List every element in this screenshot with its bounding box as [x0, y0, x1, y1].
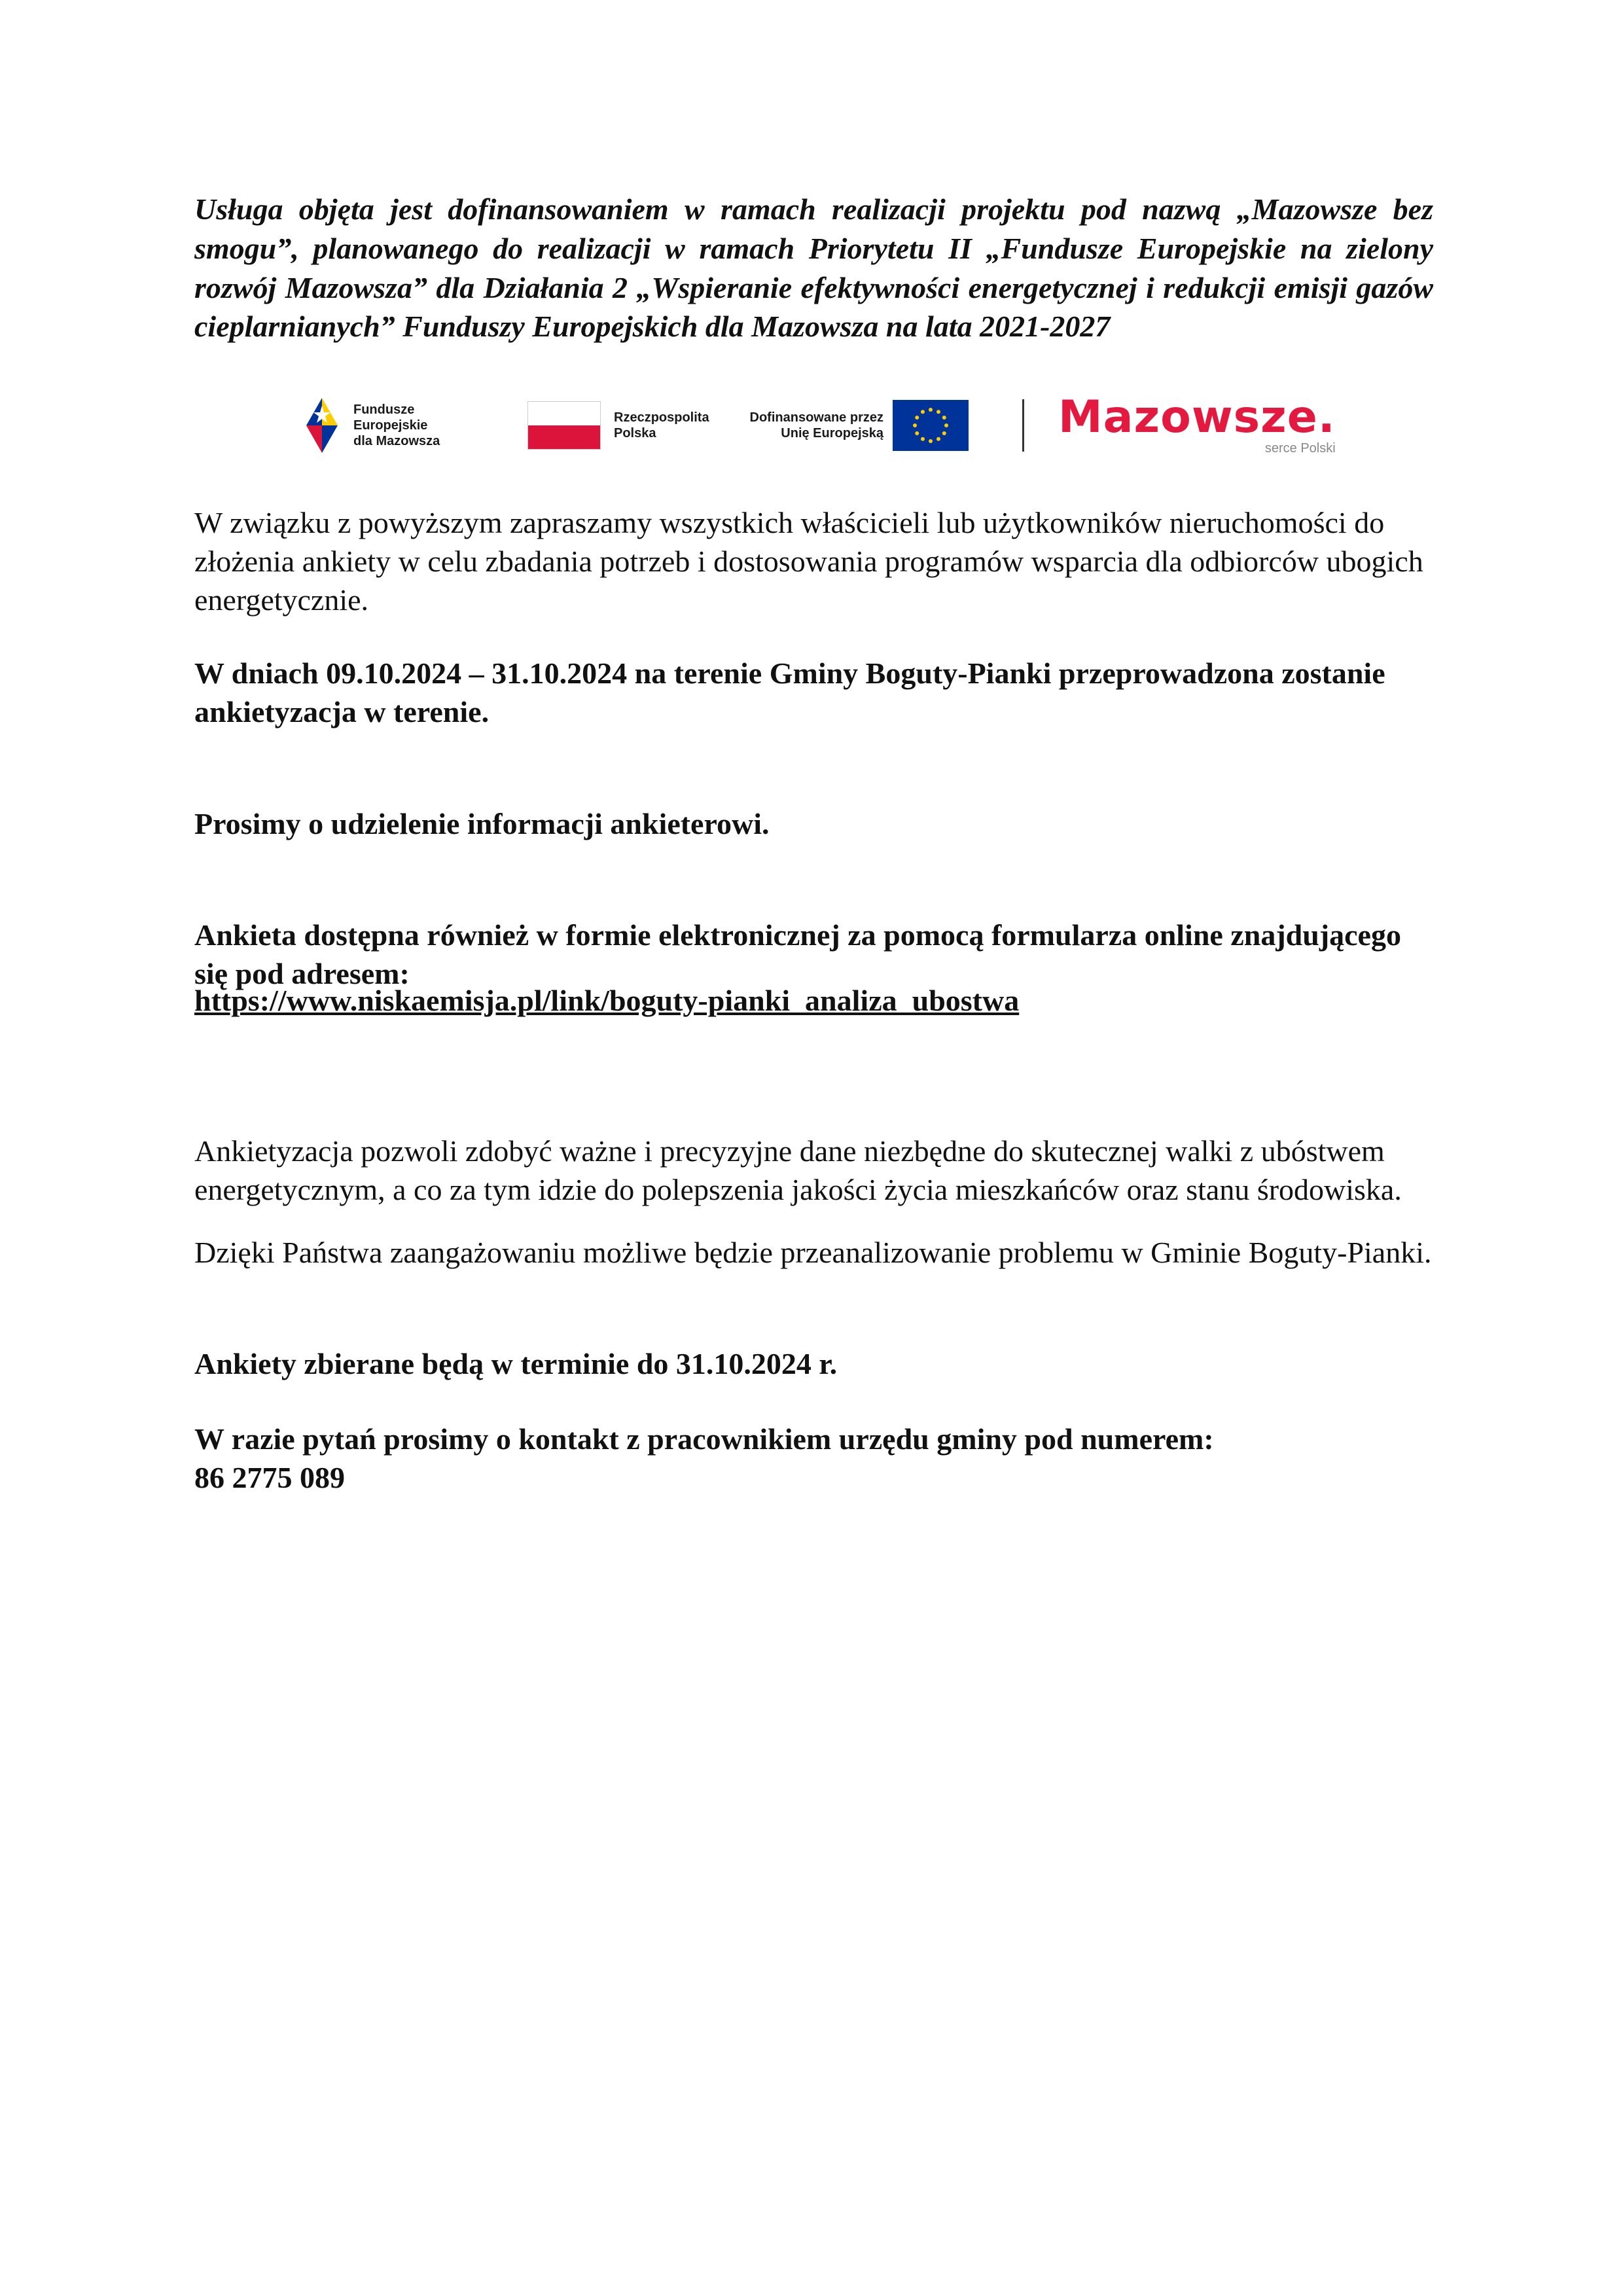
eu-star	[942, 416, 946, 420]
eu-star	[915, 416, 919, 420]
eu-star	[915, 431, 919, 435]
eu-flag-icon	[893, 400, 969, 451]
fe-emblem-icon	[302, 393, 339, 458]
eu-cofunding-logo	[740, 398, 969, 453]
eu-star	[929, 408, 933, 412]
eu-star	[942, 431, 946, 435]
eu-star	[936, 437, 940, 441]
fe-line-2: dla Mazowsza	[353, 434, 440, 448]
mazowsze-tagline: serce Polski	[1264, 441, 1336, 456]
funding-intro: Usługa objęta jest dofinansowaniem w ramach realizacji projektu pod nazwą „Mazowsze bez smogu”, planowanego do realizacji w ramach Priorytetu II „Fundusze Europejskie na zielony rozwój Mazowsza” dla Działania 2 „Wspieranie efektywności energetycznej i redukcji emisji gazów cieplarnianych” Funduszy Europejskich dla Mazowsza na lata 2021-2027	[194, 192, 1433, 344]
eu-line-1: Dofinansowane przez	[749, 410, 883, 425]
pl-line-2: Polska	[614, 426, 656, 440]
eu-star	[913, 423, 917, 427]
contact-phone: 86 2775 089	[194, 1460, 345, 1494]
rzeczpospolita-polska-logo	[527, 398, 719, 453]
logo-divider	[1022, 399, 1024, 452]
mazowsze-wordmark: Mazowsze.	[1058, 391, 1336, 443]
deadline-paragraph: Ankiety zbierane będą w terminie do 31.10.2024 r.	[194, 1347, 838, 1380]
eu-star	[936, 410, 940, 414]
fe-line-1: Fundusze Europejskie	[353, 403, 428, 433]
invitation-paragraph: W związku z powyższym zapraszamy wszystkich właścicieli lub użytkowników nieruchomości do złożenia ankiety w celu zbadania potrzeb i dostosowania programów wsparcia dla odbiorców ubogich energetycznie.	[194, 506, 1423, 617]
eu-star	[944, 423, 948, 427]
survey-link[interactable]: https://www.niskaemisja.pl/link/boguty-pianki_analiza_ubostwa	[194, 984, 1020, 1017]
eu-star	[921, 410, 925, 414]
polish-flag-icon	[527, 401, 601, 450]
contact-text: W razie pytań prosimy o kontakt z pracownikiem urzędu gminy pod numerem:	[194, 1422, 1214, 1456]
online-survey-paragraph: Ankieta dostępna również w formie elektronicznej za pomocą formularza online znajdującego się pod adresem:	[194, 918, 1401, 990]
survey-request-line: Prosimy o udzielenie informacji ankieterowi.	[194, 807, 770, 840]
mazowsze-logo	[1058, 391, 1336, 456]
logo-strip	[302, 391, 1336, 458]
pl-line-1: Rzeczpospolita	[614, 410, 709, 425]
eu-star	[921, 437, 925, 441]
purpose-paragraph: Ankietyzacja pozwoli zdobyć ważne i precyzyjne dane niezbędne do skutecznej walki z ubóstwem energetycznym, a co za tym idzie do polepszenia jakości życia mieszkańców oraz stanu środowiska.	[194, 1134, 1402, 1206]
thanks-paragraph: Dzięki Państwa zaangażowaniu możliwe będzie przeanalizowanie problemu w Gminie Boguty-Pianki.	[194, 1236, 1432, 1269]
fundusze-europejskie-logo	[302, 393, 491, 458]
eu-star	[929, 439, 933, 443]
eu-line-2: Unię Europejską	[781, 426, 883, 440]
contact-paragraph	[194, 1420, 1433, 1498]
survey-dates-paragraph: W dniach 09.10.2024 – 31.10.2024 na terenie Gminy Boguty-Pianki przeprowadzona zostanie ankietyzacja w terenie.	[194, 656, 1385, 728]
